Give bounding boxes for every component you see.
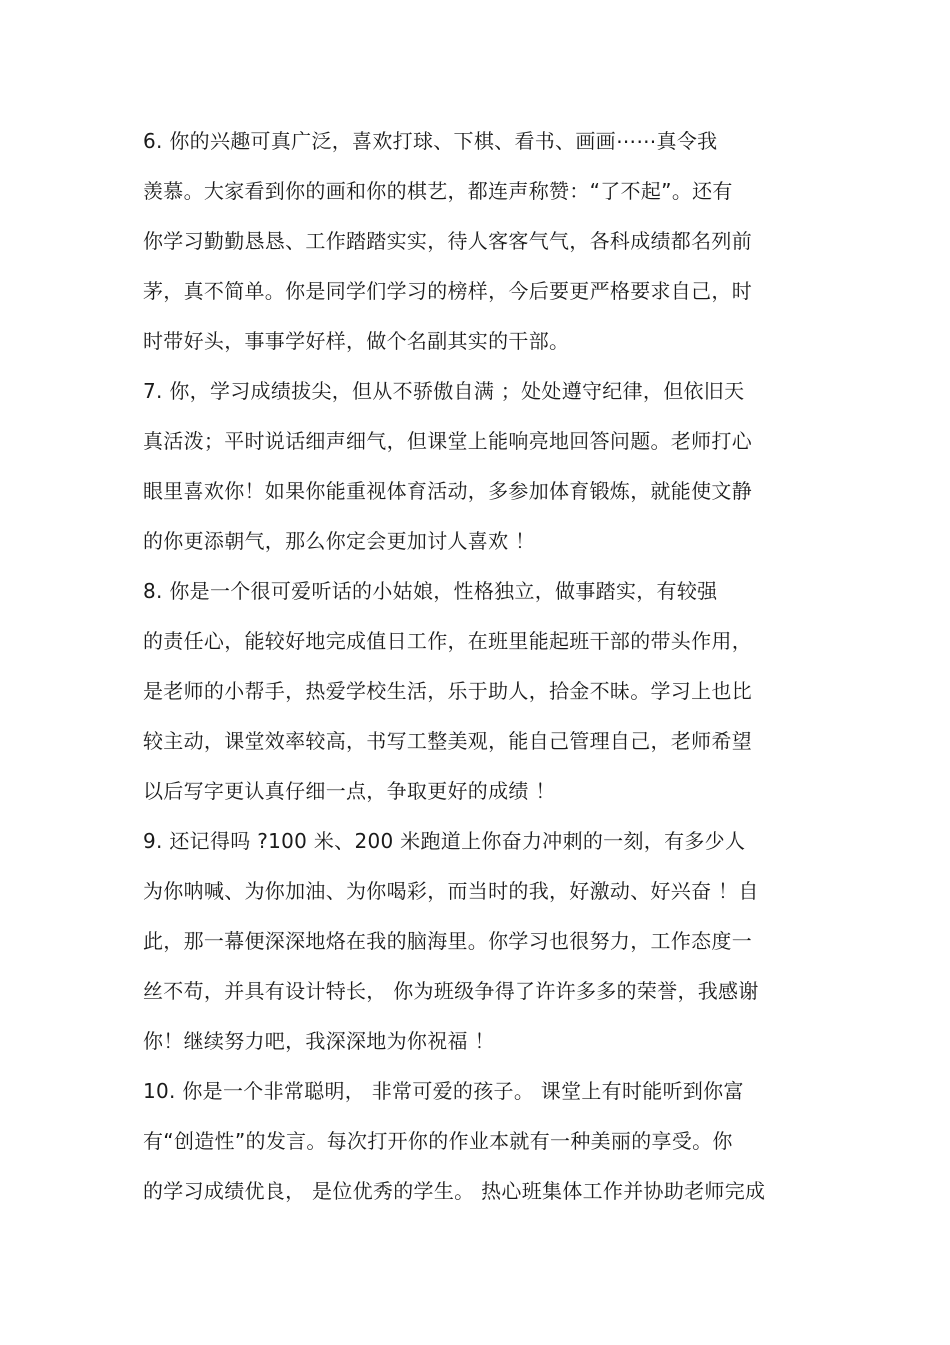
text-line: 时带好头，事事学好样，做个名副其实的干部。 (143, 329, 570, 353)
text-line: 你学习勤勤恳恳、工作踏踏实实，待人客客气气，各科成绩都名列前 (143, 229, 752, 253)
text-line: 7. 你，学习成绩拔尖，但从不骄傲自满 ；处处遵守纪律，但依旧天 (143, 379, 745, 403)
text-line: 你！继续努力吧，我深深地为你祝福 ！ (143, 1029, 495, 1053)
text-line: 是老师的小帮手，热爱学校生活，乐于助人，拾金不昧。学习上也比 (143, 679, 752, 703)
text-line: 的你更添朝气，那么你定会更加讨人喜欢 ！ (143, 529, 536, 553)
text-line: 眼里喜欢你！如果你能重视体育活动，多参加体育锻炼，就能使文静 (143, 479, 752, 503)
text-line: 6. 你的兴趣可真广泛，喜欢打球、下棋、看书、画画⋯⋯真令我 (143, 129, 718, 153)
text-line: 较主动，课堂效率较高，书写工整美观，能自己管理自己，老师希望 (143, 729, 752, 753)
text-line: 10. 你是一个非常聪明， 非常可爱的孩子。 课堂上有时能听到你富 (143, 1079, 744, 1103)
text-line: 以后写字更认真仔细一点，争取更好的成绩 ！ (143, 779, 556, 803)
text-line: 丝不苟，并具有设计特长， 你为班级争得了许许多多的荣誉，我感谢 (143, 979, 759, 1003)
text-line: 有“创造性”的发言。每次打开你的作业本就有一种美丽的享受。你 (143, 1129, 733, 1153)
text-line: 8. 你是一个很可爱听话的小姑娘，性格独立，做事踏实，有较强 (143, 579, 718, 603)
text-line: 真活泼；平时说话细声细气，但课堂上能响亮地回答问题。老师打心 (143, 429, 752, 453)
text-line: 茅，真不简单。你是同学们学习的榜样，今后要更严格要求自己，时 (143, 279, 752, 303)
text-line: 9. 还记得吗 ?100 米、200 米跑道上你奋力冲刺的一刻，有多少人 (143, 829, 746, 853)
text-line: 为你呐喊、为你加油、为你喝彩，而当时的我，好激动、好兴奋 ！自 (143, 879, 759, 903)
text-line: 羡慕。大家看到你的画和你的棋艺，都连声称赞：“了不起”。还有 (143, 179, 733, 203)
text-line: 的学习成绩优良， 是位优秀的学生。 热心班集体工作并协助老师完成 (143, 1179, 766, 1203)
text-line: 的责任心，能较好地完成值日工作，在班里能起班干部的带头作用， (143, 629, 752, 653)
text-line: 此，那一幕便深深地烙在我的脑海里。你学习也很努力，工作态度一 (143, 929, 752, 953)
